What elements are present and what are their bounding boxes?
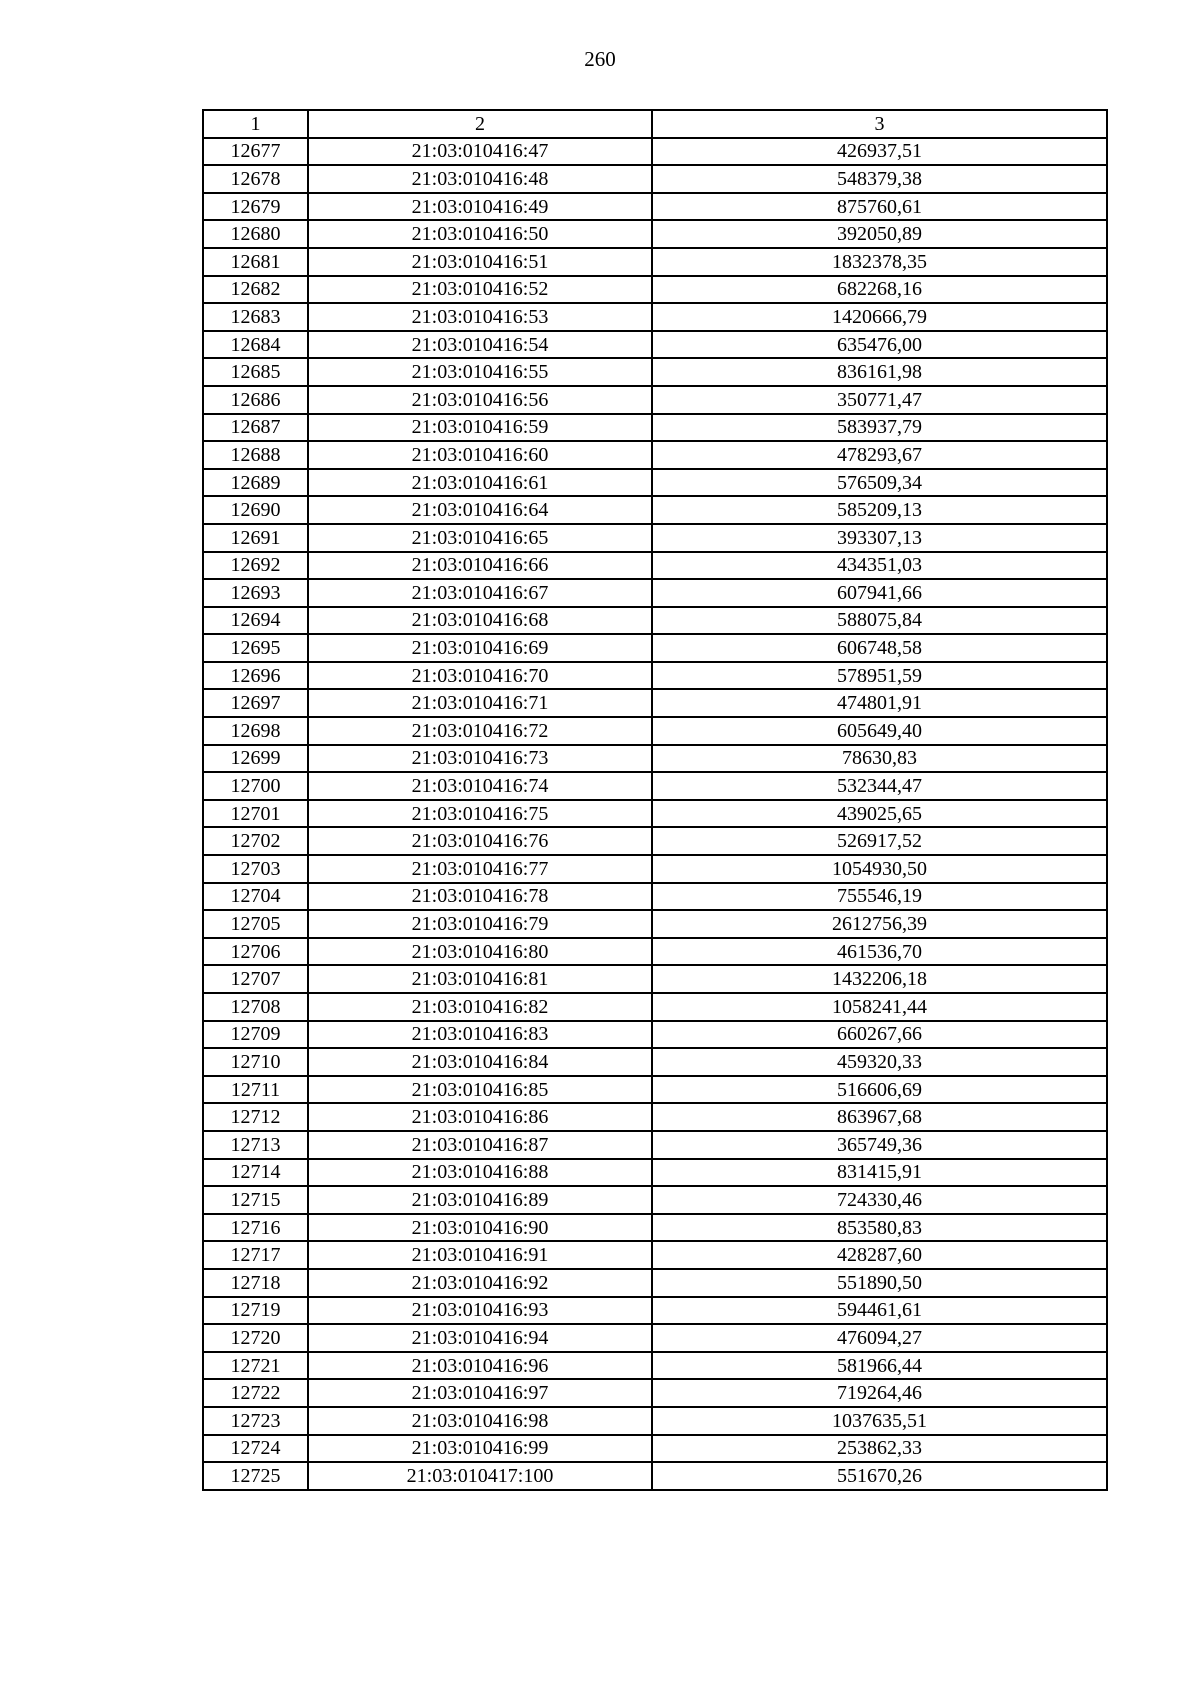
cadastral-number-cell: 21:03:010416:81 bbox=[308, 965, 652, 993]
row-number-cell: 12688 bbox=[203, 441, 308, 469]
table-row bbox=[203, 220, 1107, 248]
table-row bbox=[203, 386, 1107, 414]
row-number-cell: 12715 bbox=[203, 1186, 308, 1214]
cadastral-number-cell: 21:03:010416:67 bbox=[308, 579, 652, 607]
row-number-cell: 12693 bbox=[203, 579, 308, 607]
row-number-cell: 12677 bbox=[203, 138, 308, 166]
value-cell: 253862,33 bbox=[652, 1435, 1107, 1463]
value-cell: 476094,27 bbox=[652, 1324, 1107, 1352]
row-number-cell: 12682 bbox=[203, 276, 308, 304]
cadastral-number-cell: 21:03:010416:86 bbox=[308, 1103, 652, 1131]
cadastral-number-cell: 21:03:010416:72 bbox=[308, 717, 652, 745]
cadastral-number-cell: 21:03:010416:92 bbox=[308, 1269, 652, 1297]
cadastral-number-cell: 21:03:010416:56 bbox=[308, 386, 652, 414]
row-number-cell: 12708 bbox=[203, 993, 308, 1021]
table-row bbox=[203, 1407, 1107, 1435]
value-cell: 78630,83 bbox=[652, 745, 1107, 773]
value-cell: 439025,65 bbox=[652, 800, 1107, 828]
value-cell: 532344,47 bbox=[652, 772, 1107, 800]
value-cell: 1054930,50 bbox=[652, 855, 1107, 883]
row-number-cell: 12702 bbox=[203, 827, 308, 855]
table-row bbox=[203, 965, 1107, 993]
table-row bbox=[203, 1462, 1107, 1490]
row-number-cell: 12707 bbox=[203, 965, 308, 993]
row-number-cell: 12725 bbox=[203, 1462, 308, 1490]
row-number-cell: 12690 bbox=[203, 496, 308, 524]
table-row bbox=[203, 496, 1107, 524]
value-cell: 350771,47 bbox=[652, 386, 1107, 414]
cadastral-number-cell: 21:03:010416:97 bbox=[308, 1379, 652, 1407]
value-cell: 606748,58 bbox=[652, 634, 1107, 662]
column-header-3: 3 bbox=[652, 110, 1107, 138]
cadastral-number-cell: 21:03:010416:77 bbox=[308, 855, 652, 883]
table-row bbox=[203, 441, 1107, 469]
table-row bbox=[203, 827, 1107, 855]
table-row bbox=[203, 469, 1107, 497]
value-cell: 428287,60 bbox=[652, 1241, 1107, 1269]
table-row bbox=[203, 855, 1107, 883]
table-row bbox=[203, 1103, 1107, 1131]
table-row bbox=[203, 303, 1107, 331]
value-cell: 836161,98 bbox=[652, 358, 1107, 386]
table-row bbox=[203, 193, 1107, 221]
cadastral-number-cell: 21:03:010416:98 bbox=[308, 1407, 652, 1435]
table-row bbox=[203, 1352, 1107, 1380]
row-number-cell: 12680 bbox=[203, 220, 308, 248]
table-row bbox=[203, 1241, 1107, 1269]
value-cell: 551670,26 bbox=[652, 1462, 1107, 1490]
cadastral-number-cell: 21:03:010416:59 bbox=[308, 414, 652, 442]
row-number-cell: 12699 bbox=[203, 745, 308, 773]
value-cell: 853580,83 bbox=[652, 1214, 1107, 1242]
value-cell: 660267,66 bbox=[652, 1021, 1107, 1049]
table-row bbox=[203, 689, 1107, 717]
value-cell: 548379,38 bbox=[652, 165, 1107, 193]
table-row bbox=[203, 414, 1107, 442]
value-cell: 875760,61 bbox=[652, 193, 1107, 221]
table-header bbox=[203, 110, 1107, 138]
row-number-cell: 12679 bbox=[203, 193, 308, 221]
value-cell: 526917,52 bbox=[652, 827, 1107, 855]
row-number-cell: 12703 bbox=[203, 855, 308, 883]
table-row bbox=[203, 276, 1107, 304]
data-table bbox=[202, 109, 1108, 1491]
cadastral-number-cell: 21:03:010416:83 bbox=[308, 1021, 652, 1049]
cadastral-number-cell: 21:03:010416:69 bbox=[308, 634, 652, 662]
cadastral-number-cell: 21:03:010416:82 bbox=[308, 993, 652, 1021]
cadastral-number-cell: 21:03:010416:90 bbox=[308, 1214, 652, 1242]
table-row bbox=[203, 607, 1107, 635]
cadastral-number-cell: 21:03:010416:96 bbox=[308, 1352, 652, 1380]
table-row bbox=[203, 248, 1107, 276]
table-row bbox=[203, 552, 1107, 580]
cadastral-number-cell: 21:03:010416:74 bbox=[308, 772, 652, 800]
row-number-cell: 12691 bbox=[203, 524, 308, 552]
cadastral-number-cell: 21:03:010416:66 bbox=[308, 552, 652, 580]
row-number-cell: 12705 bbox=[203, 910, 308, 938]
value-cell: 863967,68 bbox=[652, 1103, 1107, 1131]
cadastral-number-cell: 21:03:010416:89 bbox=[308, 1186, 652, 1214]
column-header-2: 2 bbox=[308, 110, 652, 138]
cadastral-number-cell: 21:03:010416:80 bbox=[308, 938, 652, 966]
value-cell: 516606,69 bbox=[652, 1076, 1107, 1104]
row-number-cell: 12681 bbox=[203, 248, 308, 276]
row-number-cell: 12719 bbox=[203, 1297, 308, 1325]
table-row bbox=[203, 1379, 1107, 1407]
cadastral-number-cell: 21:03:010416:85 bbox=[308, 1076, 652, 1104]
cadastral-number-cell: 21:03:010416:51 bbox=[308, 248, 652, 276]
row-number-cell: 12683 bbox=[203, 303, 308, 331]
table-row bbox=[203, 1131, 1107, 1159]
value-cell: 719264,46 bbox=[652, 1379, 1107, 1407]
cadastral-number-cell: 21:03:010416:79 bbox=[308, 910, 652, 938]
cadastral-number-cell: 21:03:010416:91 bbox=[308, 1241, 652, 1269]
table-header-row bbox=[203, 110, 1107, 138]
value-cell: 588075,84 bbox=[652, 607, 1107, 635]
value-cell: 2612756,39 bbox=[652, 910, 1107, 938]
value-cell: 581966,44 bbox=[652, 1352, 1107, 1380]
value-cell: 583937,79 bbox=[652, 414, 1107, 442]
table-row bbox=[203, 1214, 1107, 1242]
row-number-cell: 12684 bbox=[203, 331, 308, 359]
value-cell: 426937,51 bbox=[652, 138, 1107, 166]
value-cell: 1037635,51 bbox=[652, 1407, 1107, 1435]
cadastral-number-cell: 21:03:010416:54 bbox=[308, 331, 652, 359]
row-number-cell: 12710 bbox=[203, 1048, 308, 1076]
cadastral-number-cell: 21:03:010417:100 bbox=[308, 1462, 652, 1490]
value-cell: 434351,03 bbox=[652, 552, 1107, 580]
row-number-cell: 12698 bbox=[203, 717, 308, 745]
table-row bbox=[203, 938, 1107, 966]
row-number-cell: 12696 bbox=[203, 662, 308, 690]
row-number-cell: 12720 bbox=[203, 1324, 308, 1352]
table-row bbox=[203, 138, 1107, 166]
table-row bbox=[203, 1186, 1107, 1214]
row-number-cell: 12695 bbox=[203, 634, 308, 662]
row-number-cell: 12687 bbox=[203, 414, 308, 442]
row-number-cell: 12716 bbox=[203, 1214, 308, 1242]
value-cell: 459320,33 bbox=[652, 1048, 1107, 1076]
table-row bbox=[203, 772, 1107, 800]
cadastral-number-cell: 21:03:010416:55 bbox=[308, 358, 652, 386]
table-body bbox=[203, 138, 1107, 1490]
cadastral-number-cell: 21:03:010416:60 bbox=[308, 441, 652, 469]
value-cell: 605649,40 bbox=[652, 717, 1107, 745]
table-row bbox=[203, 1269, 1107, 1297]
cadastral-number-cell: 21:03:010416:52 bbox=[308, 276, 652, 304]
row-number-cell: 12704 bbox=[203, 883, 308, 911]
cadastral-number-cell: 21:03:010416:61 bbox=[308, 469, 652, 497]
row-number-cell: 12678 bbox=[203, 165, 308, 193]
row-number-cell: 12701 bbox=[203, 800, 308, 828]
value-cell: 635476,00 bbox=[652, 331, 1107, 359]
row-number-cell: 12721 bbox=[203, 1352, 308, 1380]
table-row bbox=[203, 634, 1107, 662]
value-cell: 392050,89 bbox=[652, 220, 1107, 248]
row-number-cell: 12712 bbox=[203, 1103, 308, 1131]
value-cell: 478293,67 bbox=[652, 441, 1107, 469]
table-row bbox=[203, 883, 1107, 911]
table-row bbox=[203, 1297, 1107, 1325]
value-cell: 755546,19 bbox=[652, 883, 1107, 911]
cadastral-number-cell: 21:03:010416:78 bbox=[308, 883, 652, 911]
table-row bbox=[203, 1076, 1107, 1104]
cadastral-number-cell: 21:03:010416:50 bbox=[308, 220, 652, 248]
value-cell: 1432206,18 bbox=[652, 965, 1107, 993]
cadastral-number-cell: 21:03:010416:73 bbox=[308, 745, 652, 773]
value-cell: 551890,50 bbox=[652, 1269, 1107, 1297]
row-number-cell: 12722 bbox=[203, 1379, 308, 1407]
value-cell: 831415,91 bbox=[652, 1159, 1107, 1187]
value-cell: 607941,66 bbox=[652, 579, 1107, 607]
table-row bbox=[203, 1048, 1107, 1076]
table-row bbox=[203, 800, 1107, 828]
row-number-cell: 12714 bbox=[203, 1159, 308, 1187]
table-row bbox=[203, 579, 1107, 607]
row-number-cell: 12711 bbox=[203, 1076, 308, 1104]
value-cell: 724330,46 bbox=[652, 1186, 1107, 1214]
cadastral-number-cell: 21:03:010416:68 bbox=[308, 607, 652, 635]
row-number-cell: 12694 bbox=[203, 607, 308, 635]
cadastral-number-cell: 21:03:010416:76 bbox=[308, 827, 652, 855]
cadastral-number-cell: 21:03:010416:88 bbox=[308, 1159, 652, 1187]
cadastral-number-cell: 21:03:010416:70 bbox=[308, 662, 652, 690]
value-cell: 365749,36 bbox=[652, 1131, 1107, 1159]
cadastral-number-cell: 21:03:010416:48 bbox=[308, 165, 652, 193]
row-number-cell: 12717 bbox=[203, 1241, 308, 1269]
value-cell: 1420666,79 bbox=[652, 303, 1107, 331]
table-row bbox=[203, 717, 1107, 745]
cadastral-number-cell: 21:03:010416:84 bbox=[308, 1048, 652, 1076]
value-cell: 594461,61 bbox=[652, 1297, 1107, 1325]
cadastral-number-cell: 21:03:010416:49 bbox=[308, 193, 652, 221]
cadastral-number-cell: 21:03:010416:53 bbox=[308, 303, 652, 331]
value-cell: 682268,16 bbox=[652, 276, 1107, 304]
value-cell: 1832378,35 bbox=[652, 248, 1107, 276]
row-number-cell: 12685 bbox=[203, 358, 308, 386]
table-row bbox=[203, 358, 1107, 386]
cadastral-number-cell: 21:03:010416:93 bbox=[308, 1297, 652, 1325]
table-row bbox=[203, 993, 1107, 1021]
cadastral-number-cell: 21:03:010416:65 bbox=[308, 524, 652, 552]
row-number-cell: 12723 bbox=[203, 1407, 308, 1435]
table-row bbox=[203, 1159, 1107, 1187]
table-row bbox=[203, 1435, 1107, 1463]
value-cell: 474801,91 bbox=[652, 689, 1107, 717]
value-cell: 1058241,44 bbox=[652, 993, 1107, 1021]
table-row bbox=[203, 1324, 1107, 1352]
row-number-cell: 12692 bbox=[203, 552, 308, 580]
table-row bbox=[203, 1021, 1107, 1049]
cadastral-number-cell: 21:03:010416:71 bbox=[308, 689, 652, 717]
cadastral-number-cell: 21:03:010416:94 bbox=[308, 1324, 652, 1352]
table-row bbox=[203, 745, 1107, 773]
cadastral-number-cell: 21:03:010416:47 bbox=[308, 138, 652, 166]
table-row bbox=[203, 910, 1107, 938]
row-number-cell: 12706 bbox=[203, 938, 308, 966]
page-number: 260 bbox=[584, 47, 616, 71]
value-cell: 576509,34 bbox=[652, 469, 1107, 497]
row-number-cell: 12709 bbox=[203, 1021, 308, 1049]
column-header-1: 1 bbox=[203, 110, 308, 138]
cadastral-number-cell: 21:03:010416:75 bbox=[308, 800, 652, 828]
value-cell: 393307,13 bbox=[652, 524, 1107, 552]
row-number-cell: 12700 bbox=[203, 772, 308, 800]
row-number-cell: 12724 bbox=[203, 1435, 308, 1463]
value-cell: 461536,70 bbox=[652, 938, 1107, 966]
cadastral-number-cell: 21:03:010416:87 bbox=[308, 1131, 652, 1159]
value-cell: 585209,13 bbox=[652, 496, 1107, 524]
table-row bbox=[203, 331, 1107, 359]
table-row bbox=[203, 662, 1107, 690]
cadastral-number-cell: 21:03:010416:99 bbox=[308, 1435, 652, 1463]
table-row bbox=[203, 165, 1107, 193]
cadastral-number-cell: 21:03:010416:64 bbox=[308, 496, 652, 524]
row-number-cell: 12718 bbox=[203, 1269, 308, 1297]
row-number-cell: 12697 bbox=[203, 689, 308, 717]
row-number-cell: 12686 bbox=[203, 386, 308, 414]
value-cell: 578951,59 bbox=[652, 662, 1107, 690]
row-number-cell: 12713 bbox=[203, 1131, 308, 1159]
row-number-cell: 12689 bbox=[203, 469, 308, 497]
table-row bbox=[203, 524, 1107, 552]
